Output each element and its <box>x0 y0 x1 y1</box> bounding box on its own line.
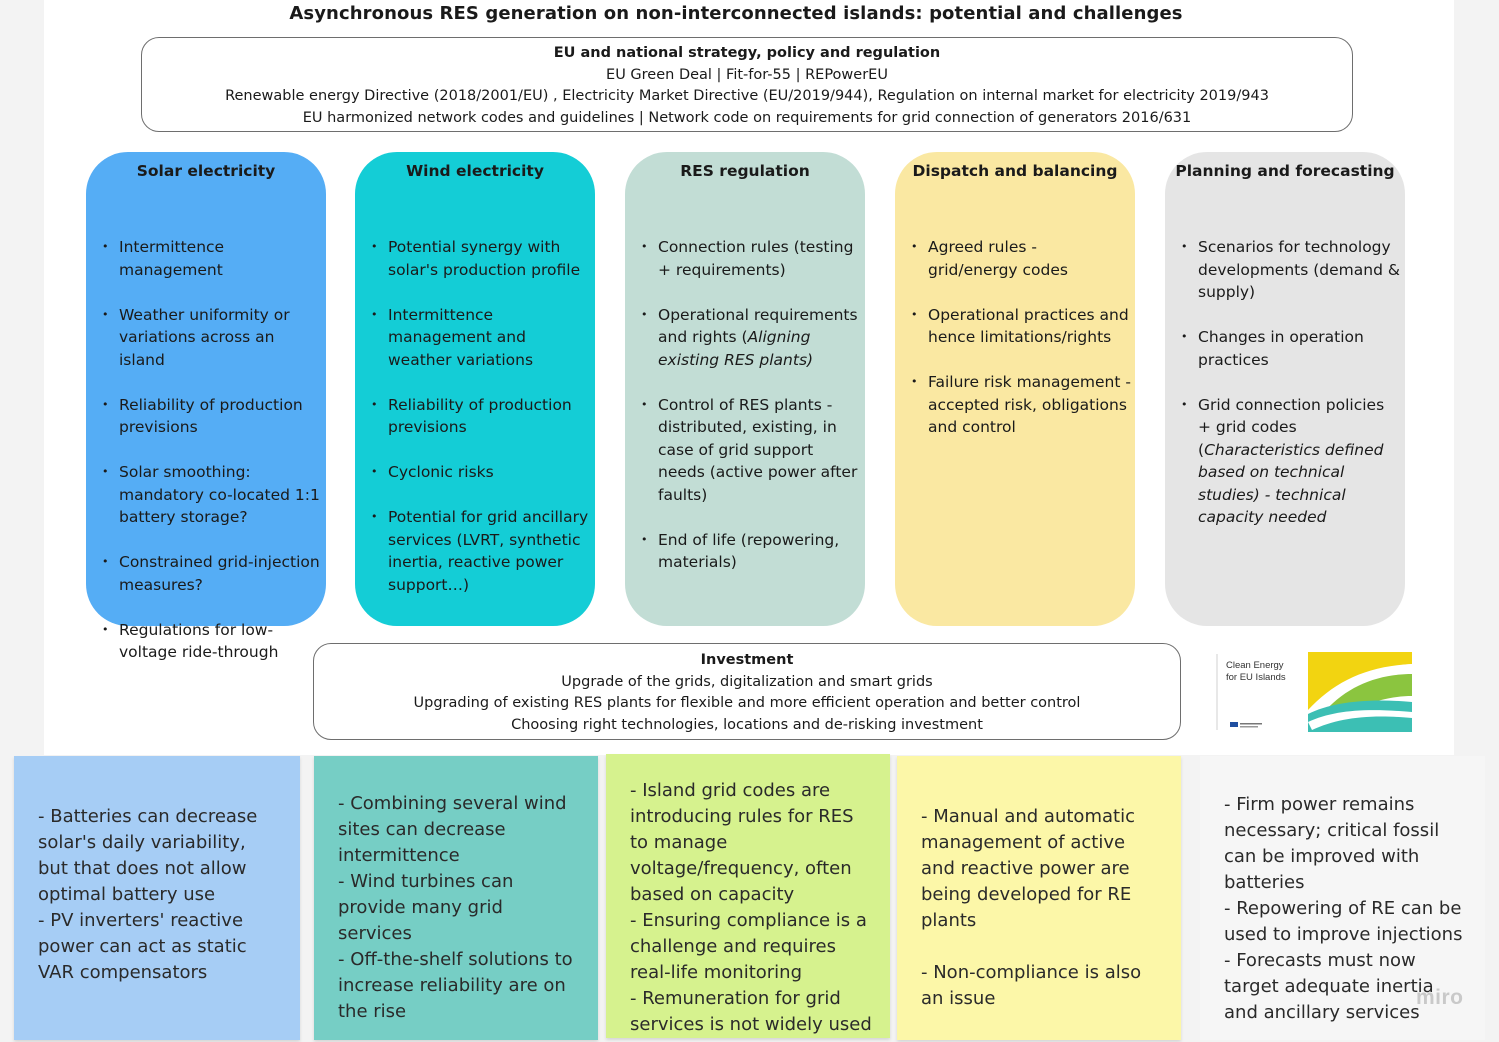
policy-line: Renewable energy Directive (2018/2001/EU) , Electricity Market Directive (EU/2019/944), Regulation on internal market for electricity 2019/943 <box>225 88 1269 104</box>
list-item <box>625 304 865 372</box>
list-item: • Agreed rules - grid/energy codes <box>895 236 1135 281</box>
card-list <box>355 236 595 619</box>
investment-line: Upgrade of the grids, digitalization and smart grids <box>561 673 933 690</box>
sticky-line: - Ensuring compliance is a challenge and requires real-life monitoring <box>630 910 867 983</box>
sticky-line: - Manual and automatic management of active and reactive power are being developed for RE plants <box>921 806 1135 931</box>
clean-energy-islands-logo <box>1216 652 1412 732</box>
investment-box[interactable] <box>313 643 1181 740</box>
sticky-line: - Wind turbines can provide many grid services <box>338 871 514 944</box>
card-title: Planning and forecasting <box>1175 162 1395 180</box>
item-italic-text: Characteristics defined based on technical studies) - technical capacity needed <box>1198 440 1384 526</box>
sticky-line: - Non-compliance is also an issue <box>921 962 1142 1009</box>
logo-text <box>1226 660 1286 684</box>
list-item: • Potential for grid ancillary services (LVRT, synthetic inertia, reactive power support…) <box>355 506 595 596</box>
list-item: • Potential synergy with solar's production profile <box>355 236 595 281</box>
list-item: • Intermittence management and weather variations <box>355 304 595 372</box>
item-text: Grid connection policies + grid codes ( <box>1198 395 1385 459</box>
dispatch-balancing-card[interactable] <box>895 152 1135 626</box>
card-list <box>86 236 326 686</box>
list-item: • Control of RES plants - distributed, existing, in case of grid support needs (active power after faults) <box>625 394 865 507</box>
miro-watermark: miro <box>1416 986 1464 1009</box>
list-item <box>1165 394 1405 529</box>
card-title: Wind electricity <box>406 162 544 180</box>
policy-line: EU Green Deal | Fit-for-55 | REPowerEU <box>606 66 888 83</box>
card-list <box>625 236 865 596</box>
list-item: • Reliability of production previsions <box>355 394 595 439</box>
sticky-line: - Combining several wind sites can decrease intermittence <box>338 793 567 866</box>
policy-heading: EU and national strategy, policy and regulation <box>553 45 941 61</box>
sticky-line: - Remuneration for grid services is not widely used <box>630 988 872 1035</box>
investment-heading: Investment <box>700 652 794 668</box>
sticky-line: - Repowering of RE can be used to improve injections <box>1224 898 1463 945</box>
logo-line: for EU Islands <box>1226 672 1286 683</box>
sticky-line: - Firm power remains necessary; critical fossil can be improved with batteries <box>1224 794 1440 893</box>
policy-box[interactable] <box>141 37 1353 132</box>
list-item: • Scenarios for technology developments (demand & supply) <box>1165 236 1405 304</box>
card-title: Solar electricity <box>136 162 276 180</box>
sticky-line: - Forecasts must now target adequate inertia and ancillary services <box>1224 950 1434 1023</box>
list-item: • Intermittence management <box>86 236 326 281</box>
list-item: • Constrained grid-injection measures? <box>86 551 326 596</box>
list-item: • End of life (repowering, materials) <box>625 529 865 574</box>
list-item: • Connection rules (testing + requirements) <box>625 236 865 281</box>
card-title: RES regulation <box>680 162 810 180</box>
list-item: • Operational practices and hence limitations/rights <box>895 304 1135 349</box>
solar-electricity-card[interactable] <box>86 152 326 661</box>
list-item: • Weather uniformity or variations across an island <box>86 304 326 372</box>
item-text: Operational requirements and rights ( <box>658 305 858 346</box>
sticky-note-wind[interactable] <box>314 756 598 1040</box>
wind-electricity-card[interactable] <box>355 152 595 626</box>
list-item: • Solar smoothing: mandatory co-located 1:1 battery storage? <box>86 461 326 529</box>
card-list <box>1165 236 1405 551</box>
sticky-line: - Batteries can decrease solar's daily variability, but that does not allow optimal battery use <box>38 806 258 905</box>
sticky-line: - Island grid codes are introducing rules for RES to manage voltage/frequency, often based on capacity <box>630 780 854 905</box>
diagram-title: Asynchronous RES generation on non-interconnected islands: potential and challenges <box>289 3 1183 24</box>
sticky-note-dispatch[interactable] <box>897 756 1181 1040</box>
item-italic-text: Aligning existing RES plants) <box>658 328 814 369</box>
sticky-line: - Off-the-shelf solutions to increase reliability are on the rise <box>338 949 573 1022</box>
logo-line: Clean Energy <box>1226 660 1284 671</box>
planning-forecasting-card[interactable] <box>1165 152 1405 626</box>
sticky-line: - PV inverters' reactive power can act as static VAR compensators <box>38 910 247 983</box>
card-list <box>895 236 1135 461</box>
list-item: • Changes in operation practices <box>1165 326 1405 371</box>
blank-line <box>921 934 1163 960</box>
res-regulation-card[interactable] <box>625 152 865 626</box>
list-item: • Failure risk management - accepted risk, obligations and control <box>895 371 1135 439</box>
sticky-note-solar[interactable] <box>14 756 300 1040</box>
list-item: • Regulations for low-voltage ride-through <box>86 619 326 664</box>
policy-line: EU harmonized network codes and guidelines | Network code on requirements for grid connection of generators 2016/631 <box>302 109 1192 126</box>
list-item: • Cyclonic risks <box>355 461 595 484</box>
sticky-note-regulation[interactable] <box>606 754 890 1038</box>
list-item: • Reliability of production previsions <box>86 394 326 439</box>
investment-line: Upgrading of existing RES plants for flexible and more efficient operation and better control <box>413 695 1081 711</box>
investment-line: Choosing right technologies, locations and de-risking investment <box>511 716 983 733</box>
card-title: Dispatch and balancing <box>912 162 1118 180</box>
